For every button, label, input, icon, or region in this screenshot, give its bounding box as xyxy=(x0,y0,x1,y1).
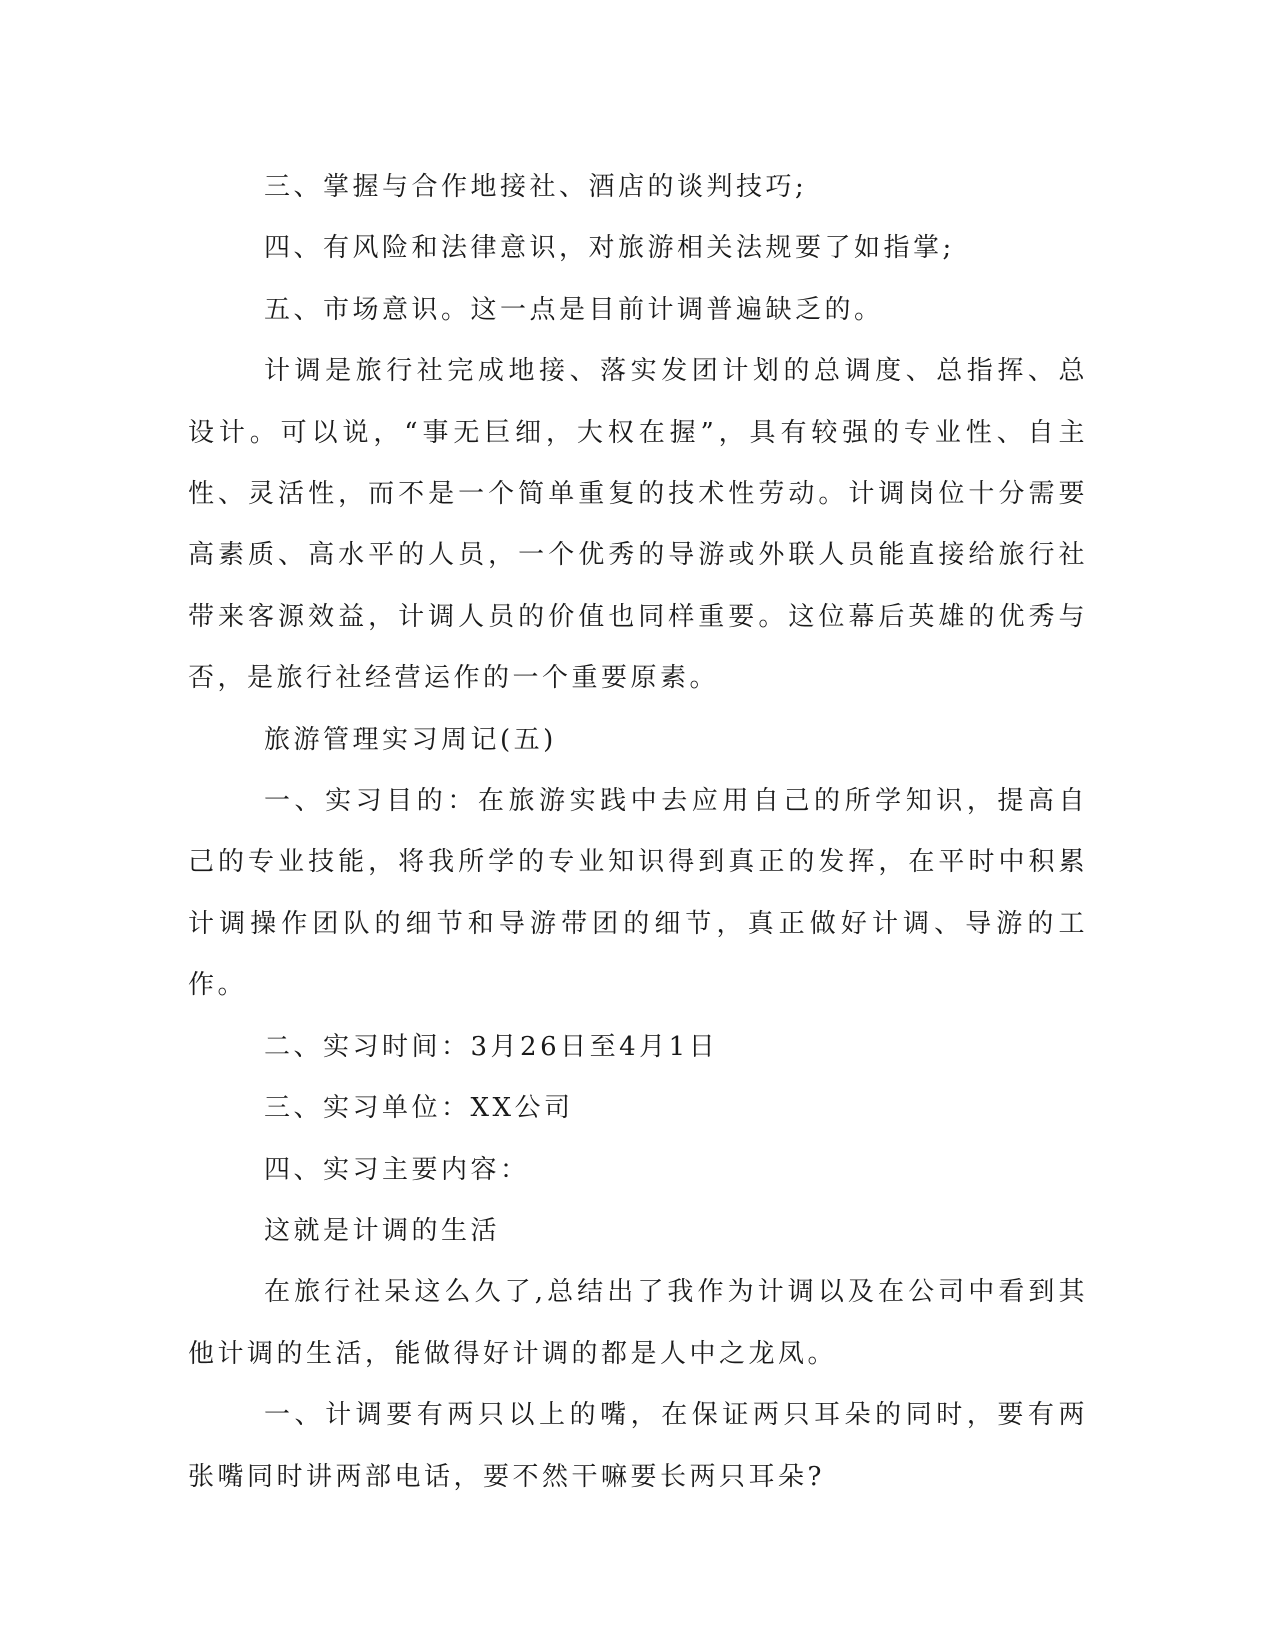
paragraph-summary: 在旅行社呆这么久了,总结出了我作为计调以及在公司中看到其他计调的生活，能做得好计调的都是人中之龙凤。 xyxy=(188,1277,1088,1369)
section-heading-week-5: 旅游管理实习周记(五) xyxy=(264,724,557,755)
paragraph-item-3-negotiation: 三、掌握与合作地接社、酒店的谈判技巧; xyxy=(264,172,808,202)
paragraph-point-one: 一、计调要有两只以上的嘴，在保证两只耳朵的同时，要有两张嘴同时讲两部电话，要不然干嘛要长两只耳朵? xyxy=(188,1400,1088,1492)
paragraph-purpose: 一、实习目的：在旅游实践中去应用自己的所学知识，提高自己的专业技能，将我所学的专业知识得到真正的发挥，在平时中积累计调操作团队的细节和导游带团的细节，真正做好计调、导游的工作。 xyxy=(188,786,1088,1001)
paragraph-subheading-life: 这就是计调的生活 xyxy=(264,1215,501,1246)
paragraph-unit: 三、实习单位：XX公司 xyxy=(264,1093,574,1124)
paragraph-time: 二、实习时间：3月26日至4月1日 xyxy=(264,1031,719,1062)
paragraph-role-description: 计调是旅行社完成地接、落实发团计划的总调度、总指挥、总设计。可以说，“事无巨细，大权在握”，具有较强的专业性、自主性、灵活性，而不是一个简单重复的技术性劳动。计调岗位十分需要高素质、高水平的人员，一个优秀的导游或外联人员能直接给旅行社带来客源效益，计调人员的价值也同样重要。这位幕后英雄的优秀与否，是旅行社经营运作的一个重要原素。 xyxy=(188,356,1088,694)
document-body xyxy=(188,157,1088,1508)
paragraph-item-4-legal: 四、有风险和法律意识，对旅游相关法规要了如指掌; xyxy=(264,233,955,264)
paragraph-item-5-market: 五、市场意识。这一点是目前计调普遍缺乏的。 xyxy=(264,294,884,325)
paragraph-content-heading: 四、实习主要内容： xyxy=(264,1154,530,1185)
